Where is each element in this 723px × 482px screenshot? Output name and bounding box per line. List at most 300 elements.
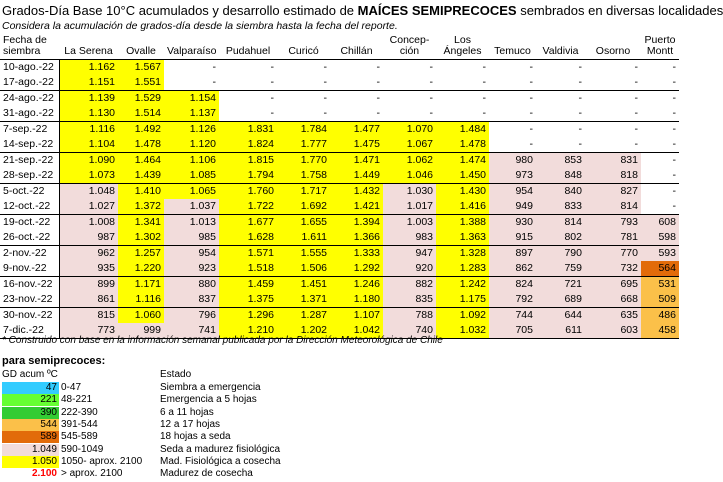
- degree-days-cell: -: [270, 61, 274, 73]
- degree-days-cell: 840: [536, 184, 585, 200]
- column-header-line2: Ovalle: [126, 45, 156, 57]
- column-header-line2: Osorno: [595, 45, 631, 57]
- degree-days-cell: 1.008: [59, 215, 118, 231]
- degree-days-cell: 1.027: [59, 199, 118, 215]
- degree-days-cell: 1.106: [164, 153, 219, 169]
- degree-days-cell: 1.363: [436, 230, 489, 246]
- degree-days-cell: 935: [59, 261, 118, 277]
- degree-days-cell: -: [634, 138, 638, 150]
- degree-days-cell: 930: [489, 215, 536, 231]
- degree-days-cell: 815: [59, 308, 118, 324]
- legend-range: 590-1049: [61, 443, 104, 455]
- table-row: [0, 246, 679, 262]
- degree-days-cell: 744: [489, 308, 536, 324]
- degree-days-cell: -: [482, 61, 486, 73]
- degree-days-cell: 732: [585, 261, 641, 277]
- column-header: [330, 33, 383, 60]
- degree-days-cell: 848: [536, 168, 585, 184]
- header-date-line2: siembra: [3, 45, 41, 57]
- degree-days-cell: -: [672, 107, 676, 119]
- column-header: [118, 33, 164, 60]
- degree-days-cell: 1.372: [118, 199, 164, 215]
- column-header: [164, 33, 219, 60]
- degree-days-cell: 1.283: [436, 261, 489, 277]
- degree-days-cell: -: [376, 61, 380, 73]
- column-header: [436, 33, 489, 60]
- degree-days-cell: 1.246: [330, 277, 383, 293]
- degree-days-cell: 1.777: [277, 137, 330, 153]
- degree-days-cell: 1.333: [330, 246, 383, 262]
- degree-days-cell: 1.180: [330, 292, 383, 308]
- degree-days-cell: -: [641, 153, 679, 169]
- legend-state: 18 hojas a seda: [160, 431, 231, 443]
- degree-days-cell: 611: [536, 323, 585, 339]
- title-prefix: Grados-Día Base 10°C acumulados y desarrollo estimado de: [2, 3, 358, 18]
- degree-days-cell: -: [270, 76, 274, 88]
- degree-days-cell: 1.257: [118, 246, 164, 262]
- degree-days-cell: 1.430: [436, 184, 489, 200]
- sowing-date-cell: 26-oct.-22: [0, 230, 59, 246]
- degree-days-cell: -: [212, 76, 216, 88]
- degree-days-cell: 1.692: [277, 199, 330, 215]
- legend-swatch: 589: [2, 431, 59, 443]
- degree-days-cell: 1.717: [277, 184, 330, 200]
- degree-days-cell: 509: [641, 292, 679, 308]
- degree-days-cell: 954: [164, 246, 219, 262]
- degree-days-table: [0, 33, 679, 339]
- degree-days-cell: 837: [164, 292, 219, 308]
- table-row: [0, 199, 679, 215]
- degree-days-cell: 1.073: [59, 168, 118, 184]
- degree-days-cell: 1.518: [219, 261, 277, 277]
- degree-days-cell: 987: [59, 230, 118, 246]
- degree-days-cell: -: [529, 138, 533, 150]
- legend-range: 1050- aprox. 2100: [61, 455, 143, 467]
- degree-days-cell: -: [529, 61, 533, 73]
- degree-days-cell: 608: [641, 215, 679, 231]
- table-row: [0, 184, 679, 200]
- degree-days-cell: -: [585, 91, 641, 107]
- degree-days-cell: 1.484: [436, 122, 489, 138]
- degree-days-cell: -: [330, 91, 383, 107]
- sowing-date-cell: 28-sep.-22: [0, 168, 59, 184]
- degree-days-cell: -: [323, 61, 327, 73]
- sowing-date-cell: 30-nov.-22: [0, 308, 59, 324]
- degree-days-cell: 1.048: [59, 184, 118, 200]
- degree-days-cell: 1.784: [277, 122, 330, 138]
- degree-days-cell: -: [672, 138, 676, 150]
- degree-days-cell: 1.611: [277, 230, 330, 246]
- sowing-date-cell: 31-ago.-22: [0, 106, 59, 122]
- column-header-line2: ción: [399, 45, 420, 57]
- table-row: [0, 168, 679, 184]
- legend-state: Seda a madurez fisiológica: [160, 443, 281, 455]
- degree-days-cell: 1.571: [219, 246, 277, 262]
- legend-header-state: Estado: [160, 369, 192, 380]
- degree-days-cell: 1.003: [383, 215, 436, 231]
- degree-days-cell: 635: [585, 308, 641, 324]
- degree-days-cell: 1.758: [277, 168, 330, 184]
- degree-days-cell: -: [641, 122, 679, 138]
- legend-range: 0-47: [61, 382, 82, 393]
- table-row: [0, 277, 679, 293]
- column-header: [489, 33, 536, 60]
- degree-days-cell: 861: [59, 292, 118, 308]
- table-row: [0, 153, 679, 169]
- legend-state: Siembra a emergencia: [160, 382, 261, 393]
- degree-days-cell: 1.046: [383, 168, 436, 184]
- degree-days-cell: 1.416: [436, 199, 489, 215]
- degree-days-cell: 1.375: [219, 292, 277, 308]
- degree-days-cell: 947: [383, 246, 436, 262]
- degree-days-cell: 915: [489, 230, 536, 246]
- degree-days-cell: 1.555: [277, 246, 330, 262]
- column-header: [219, 33, 277, 60]
- legend-swatch: 1.050: [2, 456, 59, 468]
- column-header-line2: La Serena: [64, 45, 113, 57]
- degree-days-cell: 827: [585, 184, 641, 200]
- column-header-line1: Concep-: [389, 34, 430, 46]
- degree-days-cell: -: [536, 122, 585, 138]
- degree-days-cell: 1.439: [118, 168, 164, 184]
- degree-days-cell: -: [383, 91, 436, 107]
- degree-days-cell: 880: [164, 277, 219, 293]
- sowing-date-cell: 24-ago.-22: [0, 91, 59, 107]
- degree-days-cell: 705: [489, 323, 536, 339]
- degree-days-cell: -: [429, 61, 433, 73]
- degree-days-cell: 1.794: [219, 168, 277, 184]
- legend-state: 12 a 17 hojas: [160, 418, 221, 430]
- legend-swatch: 390: [2, 407, 59, 419]
- title-suffix: sembrados en diversas localidades: [516, 3, 723, 18]
- degree-days-cell: 770: [585, 246, 641, 262]
- column-header-line2: Montt: [646, 45, 674, 57]
- degree-days-cell: 862: [489, 261, 536, 277]
- page-subtitle: Considera la acumulación de grados-día desde la siembra hasta la fecha del reporte.: [2, 20, 398, 32]
- degree-days-cell: 1.815: [219, 153, 277, 169]
- degree-days-cell: 853: [536, 153, 585, 169]
- degree-days-cell: 1.410: [118, 184, 164, 200]
- degree-days-cell: 1.092: [436, 308, 489, 324]
- degree-days-cell: 1.459: [219, 277, 277, 293]
- degree-days-cell: 1.202: [277, 323, 330, 339]
- header-date: [0, 33, 59, 60]
- degree-days-cell: 1.366: [330, 230, 383, 246]
- degree-days-cell: 1.567: [118, 60, 164, 76]
- legend-range: > aprox. 2100: [61, 468, 123, 480]
- table-row: [0, 122, 679, 138]
- degree-days-cell: 1.477: [330, 122, 383, 138]
- legend-title: para semiprecoces:: [2, 355, 106, 367]
- degree-days-cell: 802: [536, 230, 585, 246]
- degree-days-cell: 1.492: [118, 122, 164, 138]
- degree-days-cell: 1.154: [164, 91, 219, 107]
- degree-days-cell: -: [578, 76, 582, 88]
- degree-days-cell: -: [578, 107, 582, 119]
- degree-days-cell: 1.432: [330, 184, 383, 200]
- table-row: [0, 230, 679, 246]
- degree-days-cell: 759: [536, 261, 585, 277]
- degree-days-cell: 1.451: [277, 277, 330, 293]
- degree-days-cell: 458: [641, 323, 679, 339]
- legend-range: 48-221: [61, 394, 93, 406]
- degree-days-cell: 899: [59, 277, 118, 293]
- column-header-line1: Los: [454, 34, 471, 46]
- degree-days-cell: 564: [641, 261, 679, 277]
- sowing-date-cell: 23-nov.-22: [0, 292, 59, 308]
- legend-state: Madurez de cosecha: [160, 468, 253, 480]
- degree-days-cell: 1.722: [219, 199, 277, 215]
- degree-days-cell: 1.475: [330, 137, 383, 153]
- degree-days-cell: 985: [164, 230, 219, 246]
- header-date-line1: Fecha de: [3, 34, 47, 46]
- table-row: [0, 261, 679, 277]
- legend-state: 6 a 11 hojas: [160, 406, 214, 418]
- degree-days-cell: 1.450: [436, 168, 489, 184]
- degree-days-cell: -: [536, 91, 585, 107]
- degree-days-cell: 1.030: [383, 184, 436, 200]
- degree-days-cell: 897: [489, 246, 536, 262]
- degree-days-cell: -: [634, 76, 638, 88]
- degree-days-cell: -: [634, 107, 638, 119]
- degree-days-cell: 1.107: [330, 308, 383, 324]
- degree-days-cell: 1.388: [436, 215, 489, 231]
- sowing-date-cell: 7-dic.-22: [0, 323, 59, 339]
- degree-days-cell: 1.471: [330, 153, 383, 169]
- degree-days-cell: -: [672, 169, 676, 181]
- degree-days-cell: 1.449: [330, 168, 383, 184]
- table-row: [0, 106, 679, 122]
- table-body: [0, 60, 679, 339]
- column-header-line1: Puerto: [644, 34, 676, 46]
- degree-days-cell: 962: [59, 246, 118, 262]
- degree-days-cell: 835: [383, 292, 436, 308]
- degree-days-cell: 1.042: [330, 323, 383, 339]
- degree-days-cell: 1.464: [118, 153, 164, 169]
- degree-days-cell: 824: [489, 277, 536, 293]
- degree-days-cell: 792: [489, 292, 536, 308]
- degree-days-cell: 980: [489, 153, 536, 169]
- degree-days-cell: 1.175: [436, 292, 489, 308]
- degree-days-cell: -: [641, 184, 679, 200]
- degree-days-cell: 1.220: [118, 261, 164, 277]
- degree-days-cell: 1.421: [330, 199, 383, 215]
- degree-days-cell: -: [578, 138, 582, 150]
- degree-days-cell: 1.017: [383, 199, 436, 215]
- degree-days-cell: 1.831: [219, 122, 277, 138]
- sowing-date-cell: 9-nov.-22: [0, 261, 59, 277]
- degree-days-cell: -: [376, 107, 380, 119]
- degree-days-cell: 1.085: [164, 168, 219, 184]
- column-header: [277, 33, 330, 60]
- degree-days-cell: -: [323, 76, 327, 88]
- degree-days-cell: 1.120: [164, 137, 219, 153]
- degree-days-cell: -: [585, 122, 641, 138]
- degree-days-cell: 999: [118, 323, 164, 339]
- legend-range: 545-589: [61, 431, 98, 443]
- degree-days-cell: 603: [585, 323, 641, 339]
- degree-days-cell: 1.371: [277, 292, 330, 308]
- degree-days-cell: 1.677: [219, 215, 277, 231]
- degree-days-cell: -: [672, 200, 676, 212]
- sowing-date-cell: 17-ago.-22: [0, 75, 59, 91]
- degree-days-cell: 1.478: [436, 137, 489, 153]
- degree-days-cell: 1.104: [59, 137, 118, 153]
- legend-range: 391-544: [61, 418, 98, 430]
- table-row: [0, 91, 679, 107]
- column-header-line2: Curicó: [288, 45, 319, 57]
- degree-days-cell: 668: [585, 292, 641, 308]
- degree-days-cell: 814: [536, 215, 585, 231]
- degree-days-cell: 973: [489, 168, 536, 184]
- degree-days-cell: 1.126: [164, 122, 219, 138]
- degree-days-cell: -: [641, 91, 679, 107]
- sowing-date-cell: 21-sep.-22: [0, 153, 59, 169]
- degree-days-cell: 1.302: [118, 230, 164, 246]
- legend-header-gd: GD acum ºC: [2, 369, 58, 380]
- degree-days-cell: 983: [383, 230, 436, 246]
- table-row: [0, 292, 679, 308]
- column-header: [383, 33, 436, 60]
- degree-days-cell: 1.065: [164, 184, 219, 200]
- degree-days-cell: 814: [585, 199, 641, 215]
- degree-days-cell: 1.171: [118, 277, 164, 293]
- sowing-date-cell: 14-sep.-22: [0, 137, 59, 153]
- degree-days-cell: -: [672, 61, 676, 73]
- degree-days-cell: 818: [585, 168, 641, 184]
- degree-days-cell: 1.551: [118, 75, 164, 91]
- degree-days-cell: 1.506: [277, 261, 330, 277]
- degree-days-cell: 781: [585, 230, 641, 246]
- table-row: [0, 308, 679, 324]
- table-row: [0, 137, 679, 153]
- sowing-date-cell: 16-nov.-22: [0, 277, 59, 293]
- degree-days-cell: -: [634, 61, 638, 73]
- degree-days-cell: 1.478: [118, 137, 164, 153]
- column-header: [641, 33, 679, 60]
- title-bold: MAÍCES SEMIPRECOCES: [357, 3, 517, 18]
- degree-days-cell: 1.151: [59, 75, 118, 91]
- degree-days-cell: 949: [489, 199, 536, 215]
- table-header-row: [0, 33, 679, 60]
- degree-days-cell: -: [219, 91, 277, 107]
- degree-days-cell: 593: [641, 246, 679, 262]
- degree-days-cell: 1.060: [118, 308, 164, 324]
- degree-days-cell: 1.655: [277, 215, 330, 231]
- column-header: [536, 33, 585, 60]
- sowing-date-cell: 19-oct.-22: [0, 215, 59, 231]
- column-header: [59, 33, 118, 60]
- degree-days-cell: 531: [641, 277, 679, 293]
- degree-days-cell: 740: [383, 323, 436, 339]
- legend-state: Mad. Fisiológica a cosecha: [160, 455, 281, 467]
- degree-days-cell: 882: [383, 277, 436, 293]
- legend-swatch: 221: [2, 394, 59, 406]
- degree-days-cell: 1.067: [383, 137, 436, 153]
- degree-days-cell: 1.474: [436, 153, 489, 169]
- degree-days-cell: 833: [536, 199, 585, 215]
- degree-days-cell: 1.062: [383, 153, 436, 169]
- degree-days-cell: 486: [641, 308, 679, 324]
- degree-days-cell: 1.139: [59, 91, 118, 107]
- degree-days-cell: 695: [585, 277, 641, 293]
- degree-days-cell: -: [482, 107, 486, 119]
- degree-days-cell: 831: [585, 153, 641, 169]
- degree-days-cell: 1.770: [277, 153, 330, 169]
- degree-days-cell: -: [270, 107, 274, 119]
- degree-days-cell: 1.628: [219, 230, 277, 246]
- degree-days-cell: 1.242: [436, 277, 489, 293]
- degree-days-cell: 920: [383, 261, 436, 277]
- sowing-date-cell: 12-oct.-22: [0, 199, 59, 215]
- degree-days-cell: -: [323, 107, 327, 119]
- degree-days-cell: 1.529: [118, 91, 164, 107]
- degree-days-cell: 1.210: [219, 323, 277, 339]
- degree-days-cell: 1.328: [436, 246, 489, 262]
- degree-days-cell: 954: [489, 184, 536, 200]
- degree-days-cell: 1.116: [118, 292, 164, 308]
- column-header-line2: Temuco: [494, 45, 531, 57]
- degree-days-cell: 1.090: [59, 153, 118, 169]
- degree-days-cell: 741: [164, 323, 219, 339]
- degree-days-cell: -: [529, 76, 533, 88]
- sowing-date-cell: 10-ago.-22: [0, 60, 59, 76]
- degree-days-cell: -: [489, 91, 536, 107]
- sowing-date-cell: 5-oct.-22: [0, 184, 59, 200]
- degree-days-cell: 788: [383, 308, 436, 324]
- degree-days-cell: -: [212, 61, 216, 73]
- degree-days-cell: 1.130: [59, 106, 118, 122]
- legend-range: 222-390: [61, 406, 98, 418]
- sowing-date-cell: 2-nov.-22: [0, 246, 59, 262]
- degree-days-cell: 721: [536, 277, 585, 293]
- degree-days-cell: 1.162: [59, 60, 118, 76]
- column-header-line2: Valdivia: [542, 45, 579, 57]
- degree-days-cell: 793: [585, 215, 641, 231]
- degree-days-cell: 689: [536, 292, 585, 308]
- degree-days-cell: 923: [164, 261, 219, 277]
- table-row: [0, 215, 679, 231]
- degree-days-cell: 1.296: [219, 308, 277, 324]
- degree-days-cell: -: [436, 91, 489, 107]
- degree-days-cell: 1.137: [164, 106, 219, 122]
- sowing-date-cell: 7-sep.-22: [0, 122, 59, 138]
- column-header-line2: Valparaíso: [167, 45, 217, 57]
- degree-days-cell: 598: [641, 230, 679, 246]
- degree-days-cell: 773: [59, 323, 118, 339]
- degree-days-cell: -: [429, 76, 433, 88]
- degree-days-cell: 1.394: [330, 215, 383, 231]
- degree-days-cell: -: [376, 76, 380, 88]
- page-title: [2, 3, 723, 18]
- degree-days-cell: 1.760: [219, 184, 277, 200]
- column-header-line2: Pudahuel: [225, 45, 271, 57]
- legend-swatch: 2.100: [2, 468, 59, 480]
- column-header-line2: Ángeles: [443, 45, 482, 57]
- legend-swatch: 47: [2, 382, 59, 394]
- degree-days-cell: 1.032: [436, 323, 489, 339]
- degree-days-cell: 790: [536, 246, 585, 262]
- legend-state: Emergencia a 5 hojas: [160, 394, 257, 406]
- degree-days-cell: 1.292: [330, 261, 383, 277]
- degree-days-cell: 1.013: [164, 215, 219, 231]
- degree-days-cell: -: [429, 107, 433, 119]
- degree-days-cell: 1.514: [118, 106, 164, 122]
- legend-swatch: 544: [2, 419, 59, 431]
- degree-days-cell: 1.070: [383, 122, 436, 138]
- column-header-line2: Chillán: [340, 45, 373, 57]
- degree-days-cell: 1.287: [277, 308, 330, 324]
